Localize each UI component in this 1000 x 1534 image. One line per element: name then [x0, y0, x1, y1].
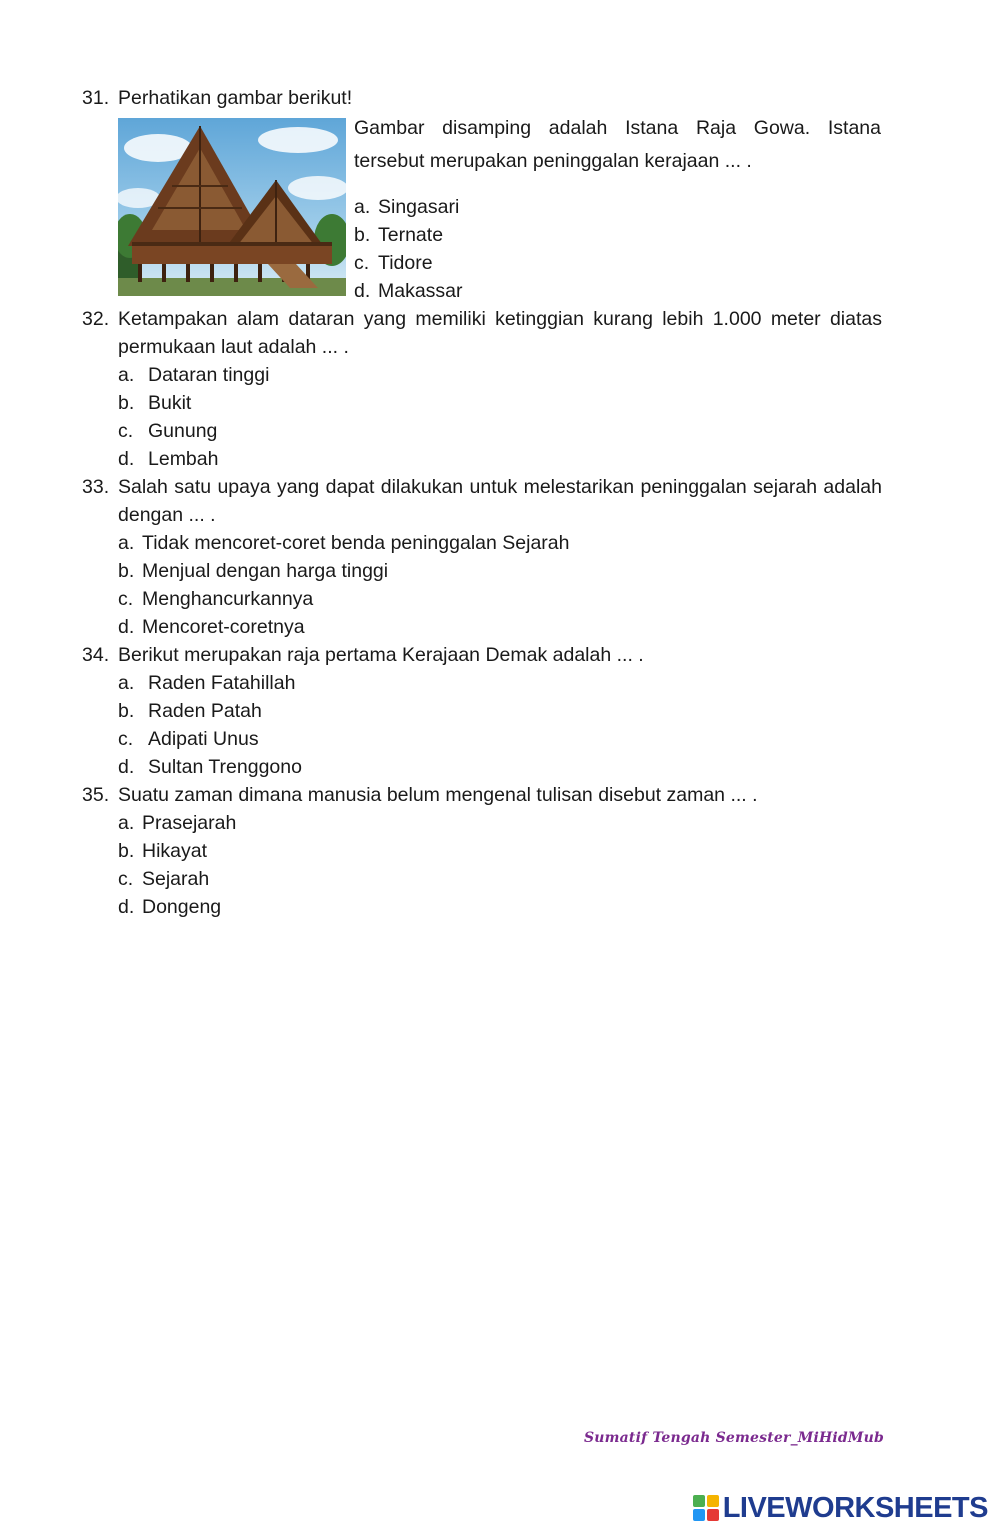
- option-letter: d.: [354, 280, 371, 302]
- question-text: Suatu zaman dimana manusia belum mengenal tulisan disebut zaman ... .: [118, 784, 758, 806]
- question-32: [82, 305, 882, 361]
- question-number: 34.: [82, 644, 110, 666]
- option-letter: a.: [118, 364, 135, 386]
- option-33-d[interactable]: [118, 613, 305, 641]
- liveworksheets-wordmark: LIVEWORKSHEETS: [722, 1491, 988, 1524]
- option-letter: c.: [118, 868, 134, 890]
- option-text: Ternate: [378, 224, 444, 246]
- option-35-b[interactable]: [118, 837, 207, 865]
- option-35-d[interactable]: [118, 893, 221, 921]
- option-text: Tidak mencoret-coret benda peninggalan Sejarah: [142, 532, 570, 554]
- option-31-b[interactable]: [354, 221, 443, 249]
- option-34-b[interactable]: [118, 697, 262, 725]
- option-text: Gunung: [148, 420, 218, 442]
- option-31-c[interactable]: [354, 249, 433, 277]
- option-letter: c.: [118, 420, 134, 442]
- question-34: [82, 641, 882, 669]
- option-letter: c.: [354, 252, 370, 274]
- option-letter: d.: [118, 448, 135, 470]
- option-35-c[interactable]: [118, 865, 209, 893]
- option-text: Makassar: [378, 280, 463, 302]
- option-34-d[interactable]: [118, 753, 302, 781]
- option-text: Lembah: [148, 448, 219, 470]
- option-text: Mencoret-coretnya: [142, 616, 305, 638]
- option-text: Adipati Unus: [148, 728, 259, 750]
- logo-square-red: [707, 1509, 719, 1521]
- logo-square-yellow: [707, 1495, 719, 1507]
- option-letter: a.: [118, 672, 135, 694]
- option-letter: a.: [354, 196, 371, 218]
- option-32-c[interactable]: [118, 417, 217, 445]
- question-35: [82, 781, 882, 809]
- question-number: 35.: [82, 784, 110, 806]
- question-33: [82, 473, 882, 529]
- option-34-a[interactable]: [118, 669, 295, 697]
- option-text: Tidore: [378, 252, 433, 274]
- option-letter: a.: [118, 812, 135, 834]
- option-letter: b.: [118, 560, 135, 582]
- logo-square-green: [693, 1495, 705, 1507]
- question-number: 32.: [82, 308, 110, 330]
- question-text: Berikut merupakan raja pertama Kerajaan Demak adalah ... .: [118, 644, 644, 666]
- option-text: Hikayat: [142, 840, 208, 862]
- question-number: 33.: [82, 476, 110, 498]
- question-31-side-text: Gambar disamping adalah Istana Raja Gowa. Istana tersebut merupakan peninggalan kerajaan ... .: [354, 117, 881, 172]
- option-text: Singasari: [378, 196, 460, 218]
- option-letter: d.: [118, 616, 135, 638]
- option-31-d[interactable]: [354, 277, 463, 305]
- question-text: Perhatikan gambar berikut!: [118, 87, 353, 109]
- liveworksheets-brand[interactable]: [693, 1492, 988, 1524]
- option-35-a[interactable]: [118, 809, 236, 837]
- option-32-a[interactable]: [118, 361, 269, 389]
- option-text: Prasejarah: [142, 812, 237, 834]
- question-text: Ketampakan alam dataran yang memiliki ketinggian kurang lebih 1.000 meter diatas permukaan laut adalah ... .: [118, 308, 882, 358]
- option-34-c[interactable]: [118, 725, 259, 753]
- istana-raja-gowa-image: [118, 118, 346, 296]
- liveworksheets-logo-icon: [693, 1495, 719, 1521]
- option-letter: a.: [118, 532, 135, 554]
- option-letter: b.: [118, 840, 135, 862]
- option-text: Sejarah: [142, 868, 210, 890]
- option-text: Menghancurkannya: [142, 588, 314, 610]
- option-text: Menjual dengan harga tinggi: [142, 560, 389, 582]
- footer-signature: Sumatif Tengah Semester_MiHidMub: [583, 1430, 884, 1446]
- option-text: Bukit: [148, 392, 192, 414]
- question-number: 31.: [82, 87, 110, 109]
- option-letter: b.: [118, 700, 135, 722]
- option-32-d[interactable]: [118, 445, 218, 473]
- option-letter: c.: [118, 588, 134, 610]
- option-31-a[interactable]: [354, 193, 459, 221]
- option-text: Raden Patah: [148, 700, 262, 722]
- option-letter: b.: [354, 224, 371, 246]
- option-text: Sultan Trenggono: [148, 756, 302, 778]
- option-letter: b.: [118, 392, 135, 414]
- option-text: Dataran tinggi: [148, 364, 270, 386]
- option-text: Raden Fatahillah: [148, 672, 296, 694]
- logo-square-blue: [693, 1509, 705, 1521]
- option-32-b[interactable]: [118, 389, 191, 417]
- question-text: Salah satu upaya yang dapat dilakukan untuk melestarikan peninggalan sejarah adalah dengan ... .: [118, 476, 882, 526]
- option-letter: d.: [118, 756, 135, 778]
- option-text: Dongeng: [142, 896, 222, 918]
- question-31: [82, 84, 882, 112]
- option-33-c[interactable]: [118, 585, 313, 613]
- option-33-a[interactable]: [118, 529, 569, 557]
- option-letter: d.: [118, 896, 135, 918]
- option-33-b[interactable]: [118, 557, 388, 585]
- option-letter: c.: [118, 728, 134, 750]
